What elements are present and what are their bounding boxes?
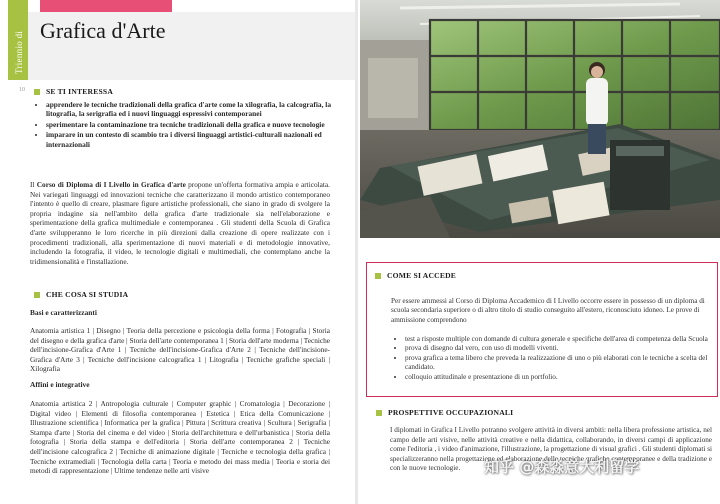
intro-text: propone un'offerta formativa ampia e articolata. Nei variegati linguaggi ed innovazioni tecniche che caratterizzano il mondo artistico contemporaneo l'intento è quello di creare, plasmare figure artistiche professionali, che siano in grado di svolgere la propria indagine sia nell'ambito della grafica d'arte tradizionale sia nell'elaborazione e sperimentazione della grafica multimediale e contemporanea . Gli studenti della Scuola di Grafica d'arte svilupperanno le loro ricerche in più direzioni dalla creazione di opere realizzate con i procedimenti tradizionali, alla sperimentazione di nuovi materiali e di metodologie innovative, includendo la fotografia, il video, le tecnologie digitali e multimediali, che contemplano anche la tridimensionalità e l'installazione.	[30, 180, 330, 266]
interest-heading	[34, 87, 113, 96]
course-name: Corso di Diploma di I Livello in Grafica d'arte	[36, 180, 186, 189]
right-page	[358, 0, 720, 504]
page-number: 10	[19, 87, 25, 93]
prospects-paragraph: I diplomati in Grafica I Livello potranno svolgere attività in diversi ambiti: nella libera professione artistica, nel campo delle arti visive, nelle attività creative e nella didattica, collaborando, in diversi campi di applicazione come l'editoria , i video d'animazione, l'illustrazione, la progettazione di visual grafici . Gli studenti diplomati si specializzeranno nella progettazione ed elaborazione delle tecniche grafiche contemporanee e della tradizione e con le nuove tecnologie.	[390, 426, 712, 473]
square-bullet-icon	[375, 273, 381, 279]
study-heading	[34, 290, 128, 299]
studio-photo	[360, 0, 720, 238]
intro-lead: Il	[30, 180, 37, 189]
studio-photo-illustration	[360, 0, 720, 238]
side-tab-label: Triennio di	[14, 30, 24, 74]
list-item: • colloquio attitudinale e presentazione di un portfolio.	[405, 373, 720, 382]
related-courses: Anatomia artistica 2 | Antropologia culturale | Computer graphic | Cromatologia | Decorazione | Digital video | Elementi di filosofia contemporanea | Estetica | Etica della Comunicazione | Illustrazione scientifica | Informatica per la grafica | Pittura | Scrittura creativa | Scultura | Serigrafia | Stampa d'arte | Storia del cinema e del video | Storia dell'architettura e dell'urbanistica | Storia della fotografia | Storia della stampa e dell'editoria | Storia dell'arte contemporanea 2 | Tecniche dell'incisione calcografica 2 | Tecniche di animazione digitale | Tecniche e tecnologia della grafica | Tecniche extramediali | Tecnologia della carta | Teoria e metodo dei mass media | Teoria e storia dei metodi di rappresentazione | Ultime tendenze nelle arti visive	[30, 399, 330, 476]
watermark: 知乎 @森淼意大利留学	[484, 458, 640, 476]
list-item: • apprendere le tecniche tradizionali della grafica d'arte come la xilografia, la calcografia, la litografia, la serigrafia ed i nuovi linguaggi espressivi contemporanei	[46, 100, 346, 119]
study-heading-text: CHE COSA SI STUDIA	[46, 290, 129, 299]
list-item: • imparare in un contesto di scambio tra i diversi linguaggi artistici-culturali nazionali ed internazionali	[46, 130, 346, 149]
list-item: • prova di disegno dal vero, con uso di modelli viventi.	[405, 344, 720, 353]
access-heading	[375, 271, 456, 280]
intro-paragraph	[30, 180, 330, 266]
access-box	[366, 262, 718, 397]
prospects-heading-text: PROSPETTIVE OCCUPAZIONALI	[388, 408, 514, 417]
list-item: • sperimentare la contaminazione tra tecniche tradizionali della grafica e nuove tecnologie	[46, 120, 346, 129]
basic-courses: Anatomia artistica 1 | Disegno | Teoria della percezione e psicologia della forma | Fotografia | Storia del disegno e della grafica d'arte | Storia dell'arte contemporanea 1 | Storia dell'arte moderna | Tecniche dell'incisione-Grafica d'Arte 1 | Tecniche dell'incisione-Grafica d'Arte 2 | Tecniche dell'incisione-Grafica d'Arte 3 | Tecniche dell'incisione calcografica 1 | Litografia | Tecniche grafiche speciali | Xilografia	[30, 326, 330, 374]
related-subheading: Affini e integrative	[30, 380, 90, 389]
square-bullet-icon	[34, 89, 40, 95]
square-bullet-icon	[34, 292, 40, 298]
page-title: Grafica d'Arte	[40, 18, 166, 43]
basic-subheading: Basi e caratterizzanti	[30, 308, 97, 317]
access-heading-text: COME SI ACCEDE	[387, 271, 457, 280]
access-list	[389, 335, 720, 382]
list-item: • prova grafica a tema libero che preveda la realizzazione di uno o più elaborati con le tecniche a scelta del candidato.	[405, 354, 720, 373]
interest-list	[30, 100, 346, 150]
prospects-heading	[376, 408, 513, 417]
access-paragraph: Per essere ammessi al Corso di Diploma Accademico di I Livello occorre essere in possesso di un diploma di scuola secondaria superiore o di altro titolo di studio conseguito all'estero, riconosciuto idoneo. Le prove di ammissione comprendono	[391, 297, 705, 324]
list-item: • test a risposte multiple con domande di cultura generale e specifiche dell'area di competenza della Scuola	[405, 335, 720, 344]
pink-accent-bar	[40, 0, 172, 12]
left-page	[0, 0, 356, 504]
interest-heading-text: SE TI INTERESSA	[46, 87, 114, 96]
square-bullet-icon	[376, 410, 382, 416]
